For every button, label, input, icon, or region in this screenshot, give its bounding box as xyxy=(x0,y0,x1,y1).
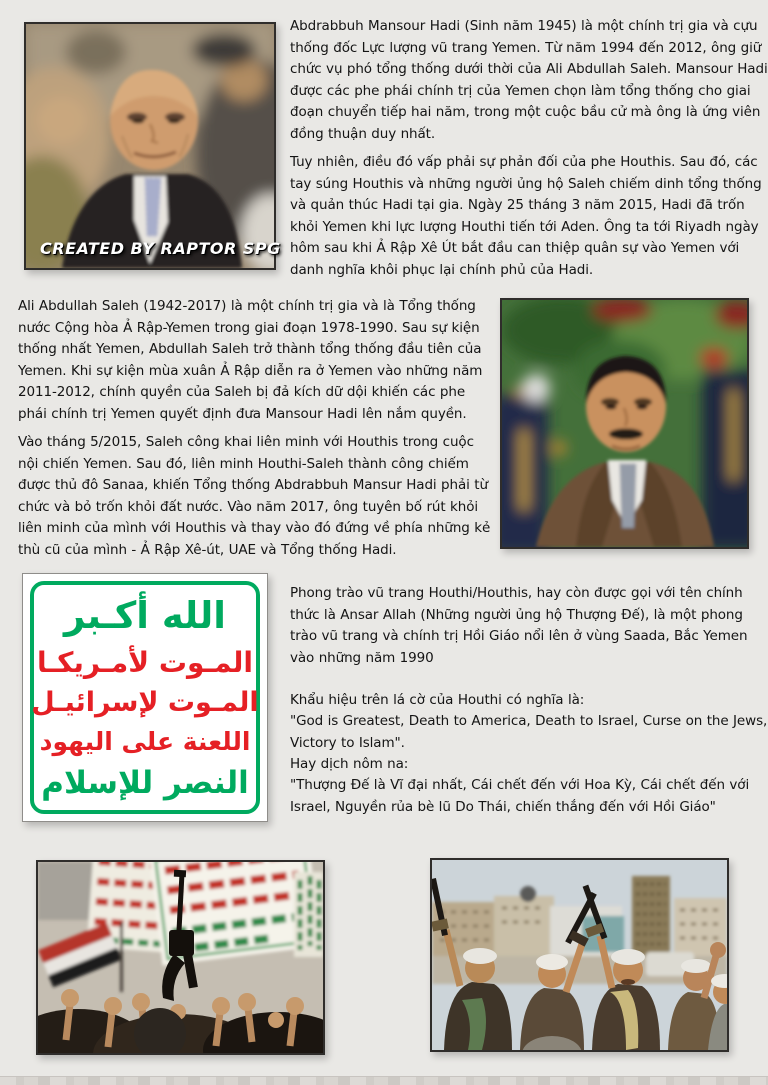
houthi-intro-paragraph: Phong trào vũ trang Houthi/Houthis, hay còn được gọi với tên chính thức là Ansar Allah (Những người ủng hộ Thượng Đế), là một phong trào vũ trang và chính trị Hồi Giáo nổi lên ở vùng Saada, Bắc Yemen vào những năm 1990 xyxy=(290,585,748,666)
saleh-paragraph-2: Vào tháng 5/2015, Saleh công khai liên minh với Houthis trong cuộc nội chiến Yemen. Sau đó, liên minh Houthi-Saleh thành công chiếm được thủ đô Sanaa, khiến Tổng thống Abdrabbuh Mansur Hadi phải từ chức và bỏ trốn khỏi đất nước. Vào năm 2017, ông tuyên bố rút khỏi liên minh của mình với Houthis và thay vào đó đứng về phía những kẻ thù cũ của mình - Ả Rập Xê-út, UAE và Tổng thống Hadi. xyxy=(18,434,491,558)
saleh-photo-art xyxy=(502,300,747,547)
houthi-rally-photo xyxy=(36,860,325,1055)
hadi-photo-art xyxy=(26,24,274,268)
hadi-paragraph-2: Tuy nhiên, điều đó vấp phải sự phản đối của phe Houthis. Sau đó, các tay súng Houthis và những người ủng hộ Saleh chiếm dinh tổng thống và quản thúc Hadi tại gia. Ngày 25 tháng 3 năm 2015, Hadi đã trốn khỏi Yemen khi lực lượng Houthi tiến tới Aden. Ông ta tới Riyadh ngày hôm sau khi Ả Rập Xê Út bắt đầu can thiệp quân sự vào Yemen với danh nghĩa khôi phục lại chính phủ của Hadi. xyxy=(290,154,762,278)
hadi-paragraph-1: Abdrabbuh Mansour Hadi (Sinh năm 1945) là một chính trị gia và cựu thống đốc Lực lượng vũ trang Yemen. Từ năm 1994 đến 2012, ông giữ chức vụ phó tổng thống dưới thời của Ali Abdullah Saleh. Mansour Hadi được các phe phái chính trị của Yemen chọn làm tổng thống cho giai đoạn chuyển tiếp hai năm, trong một cuộc bầu cử mà ông là ứng viên đồng thuận duy nhất. xyxy=(290,18,768,142)
houthi-fighters-photo xyxy=(430,858,729,1052)
emblem-line-allah-akbar: الله أكـبر xyxy=(64,593,226,637)
emblem-line-death-to-america: المـوت لأمـريكـا xyxy=(37,645,253,679)
houthi-fighters-art xyxy=(432,860,727,1050)
emblem-line-curse-on-jews: اللعنة على اليهود xyxy=(39,727,251,757)
saleh-photo xyxy=(500,298,749,549)
emblem-line-death-to-israel: المـوت لإسرائيـل xyxy=(31,687,259,719)
houthi-rally-art xyxy=(38,862,323,1053)
houthi-emblem-frame xyxy=(30,581,260,814)
houthi-emblem xyxy=(22,573,268,822)
photo-credit-caption: CREATED BY RAPTOR SPG xyxy=(40,239,281,258)
cropped-next-row-strip xyxy=(0,1076,768,1085)
emblem-line-victory-to-islam: النصر للإسلام xyxy=(41,765,249,802)
houthi-slogan-english: "God is Greatest, Death to America, Death to Israel, Curse on the Jews, Victory to Islam". xyxy=(290,713,768,751)
houthi-slogan-label: Khẩu hiệu trên lá cờ của Houthi có nghĩa là: xyxy=(290,692,585,708)
saleh-paragraph-1: Ali Abdullah Saleh (1942-2017) là một chính trị gia và là Tổng thống nước Cộng hòa Ả Rập-Yemen trong giai đoạn 1978-1990. Sau sự kiện thống nhất Yemen, Abdullah Saleh trở thành tổng thống đầu tiên của Yemen. Khi sự kiện mùa xuân Ả Rập diễn ra ở Yemen vào những năm 2011-2012, chính quyền của Saleh bị đả kích dữ dội khiến các phe phái chính trị Yemen quyết định đưa Mansour Hadi lên nắm quyền. xyxy=(18,298,483,422)
houthi-translation-label: Hay dịch nôm na: xyxy=(290,756,409,772)
hadi-photo xyxy=(24,22,281,270)
houthi-slogan-vietnamese: "Thượng Đế là Vĩ đại nhất, Cái chết đến với Hoa Kỳ, Cái chết đến với Israel, Nguyền rủa bè lũ Do Thái, chiến thắng đến với Hồi Giáo" xyxy=(290,777,750,815)
